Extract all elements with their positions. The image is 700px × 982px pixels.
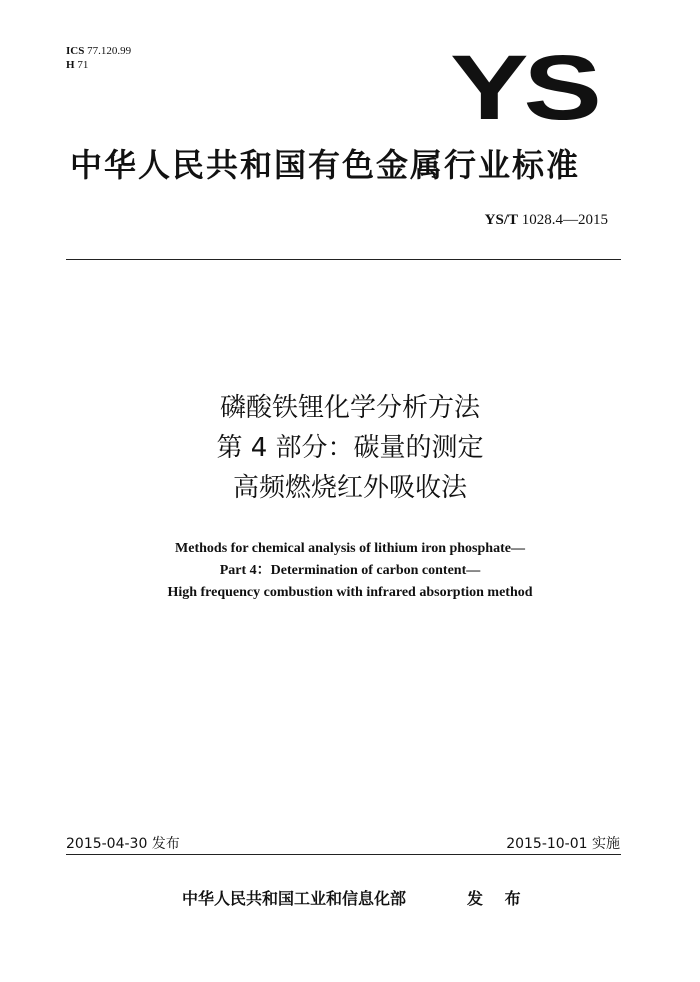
english-title-line: Part 4：Determination of carbon content—	[219, 563, 481, 578]
ics-code: 77.120.99	[87, 45, 132, 57]
top-divider	[66, 259, 621, 260]
ics-line	[66, 44, 131, 58]
chinese-title-line: 磷酸铁锂化学分析方法	[219, 393, 480, 423]
bottom-divider	[66, 854, 621, 855]
ccs-code: 71	[77, 59, 89, 71]
english-title	[0, 538, 700, 604]
standard-number-prefix: YS/T	[484, 212, 518, 228]
ics-label: ICS	[66, 45, 85, 57]
ccs-label: H	[66, 59, 75, 71]
issue-action: 发 布	[467, 889, 529, 908]
ccs-line	[66, 58, 131, 72]
classification-codes	[66, 44, 131, 72]
chinese-title-line: 第 4 部分：碳量的测定	[216, 433, 484, 463]
implementation-date: 2015-10-01 实施	[506, 836, 620, 852]
standard-number	[485, 212, 608, 229]
standard-category-title: 中华人民共和国有色金属行业标准	[70, 146, 581, 184]
chinese-title-line: 高频燃烧红外吸收法	[232, 473, 467, 503]
issue-date: 2015-04-30 发布	[66, 836, 180, 852]
standard-number-value: 1028.4—2015	[521, 212, 608, 228]
chinese-title	[0, 388, 700, 508]
ys-logo: YS	[450, 37, 597, 139]
english-title-line: Methods for chemical analysis of lithium iron phosphate—	[175, 541, 525, 556]
english-title-line: High frequency combustion with infrared absorption method	[167, 585, 533, 600]
issuing-authority: 中华人民共和国工业和信息化部	[182, 889, 407, 908]
